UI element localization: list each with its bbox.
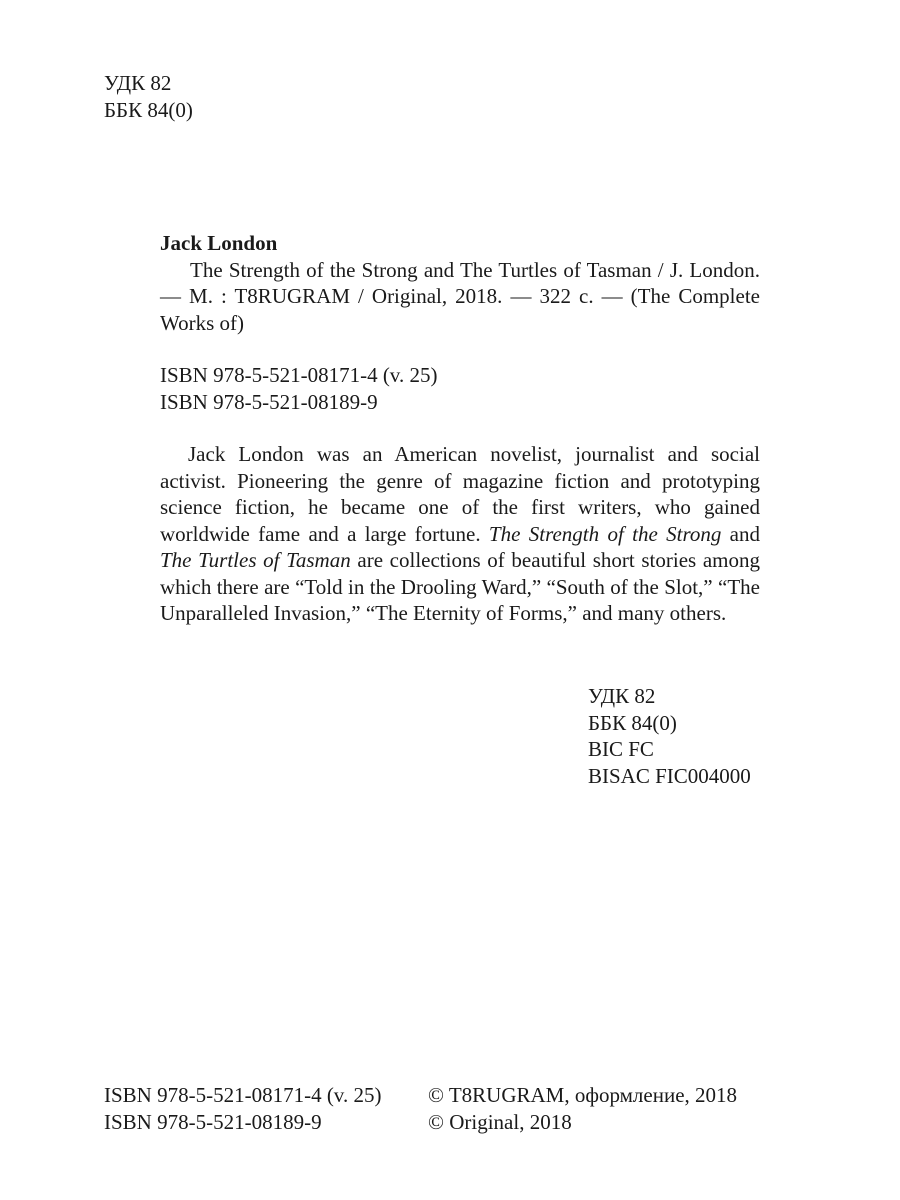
bic-code: BIC FC <box>588 737 654 761</box>
annotation-paragraph <box>160 441 760 627</box>
annotation-text-2: and <box>721 521 760 546</box>
bbk-code: ББК 84(0) <box>104 97 193 122</box>
udk-code: УДК 82 <box>104 71 172 95</box>
annotation-text-3: are collections of beautiful short stories among which there are “Told in the Drooling Ward,” “South of the Slot,” “The Unparalleled Invasion,” “The Eternity of Forms,” and many others. <box>160 548 760 625</box>
main-content <box>160 230 760 627</box>
udk-code: УДК 82 <box>588 684 656 708</box>
isbn-series: ISBN 978-5-521-08189-9 <box>160 389 378 414</box>
right-classification-codes <box>588 683 751 789</box>
bbk-code: ББК 84(0) <box>588 710 677 735</box>
bibliographic-entry <box>160 230 760 336</box>
top-classification-codes <box>104 70 193 123</box>
author-name: Jack London <box>160 231 278 255</box>
copyright-publisher: © T8RUGRAM, оформление, 2018 <box>428 1083 738 1107</box>
bibliographic-description: The Strength of the Strong and The Turtles of Tasman / J. London. — M. : T8RUGRAM / Original, 2018. — 322 с. — (The Complete Works of) <box>160 257 760 335</box>
copyright-original: © Original, 2018 <box>428 1109 572 1134</box>
annotation-text-1: Jack London was an American novelist, journalist and social activist. Pioneering the genre of magazine fiction and prototyping science fiction, he became one of the first writers, who gained worldwide fame and a large fortune. <box>160 442 760 546</box>
isbn-series: ISBN 978-5-521-08189-9 <box>104 1109 322 1134</box>
copyright-block <box>428 1082 737 1135</box>
bisac-code: BISAC FIC004000 <box>588 763 751 788</box>
annotation-title-2: The Turtles of Tasman <box>160 548 351 572</box>
isbn-volume: ISBN 978-5-521-08171-4 (v. 25) <box>160 363 438 387</box>
isbn-volume: ISBN 978-5-521-08171-4 (v. 25) <box>104 1083 382 1107</box>
isbn-group <box>160 362 760 415</box>
bottom-isbn-block <box>104 1082 381 1135</box>
annotation-title-1: The Strength of the Strong <box>488 521 722 546</box>
